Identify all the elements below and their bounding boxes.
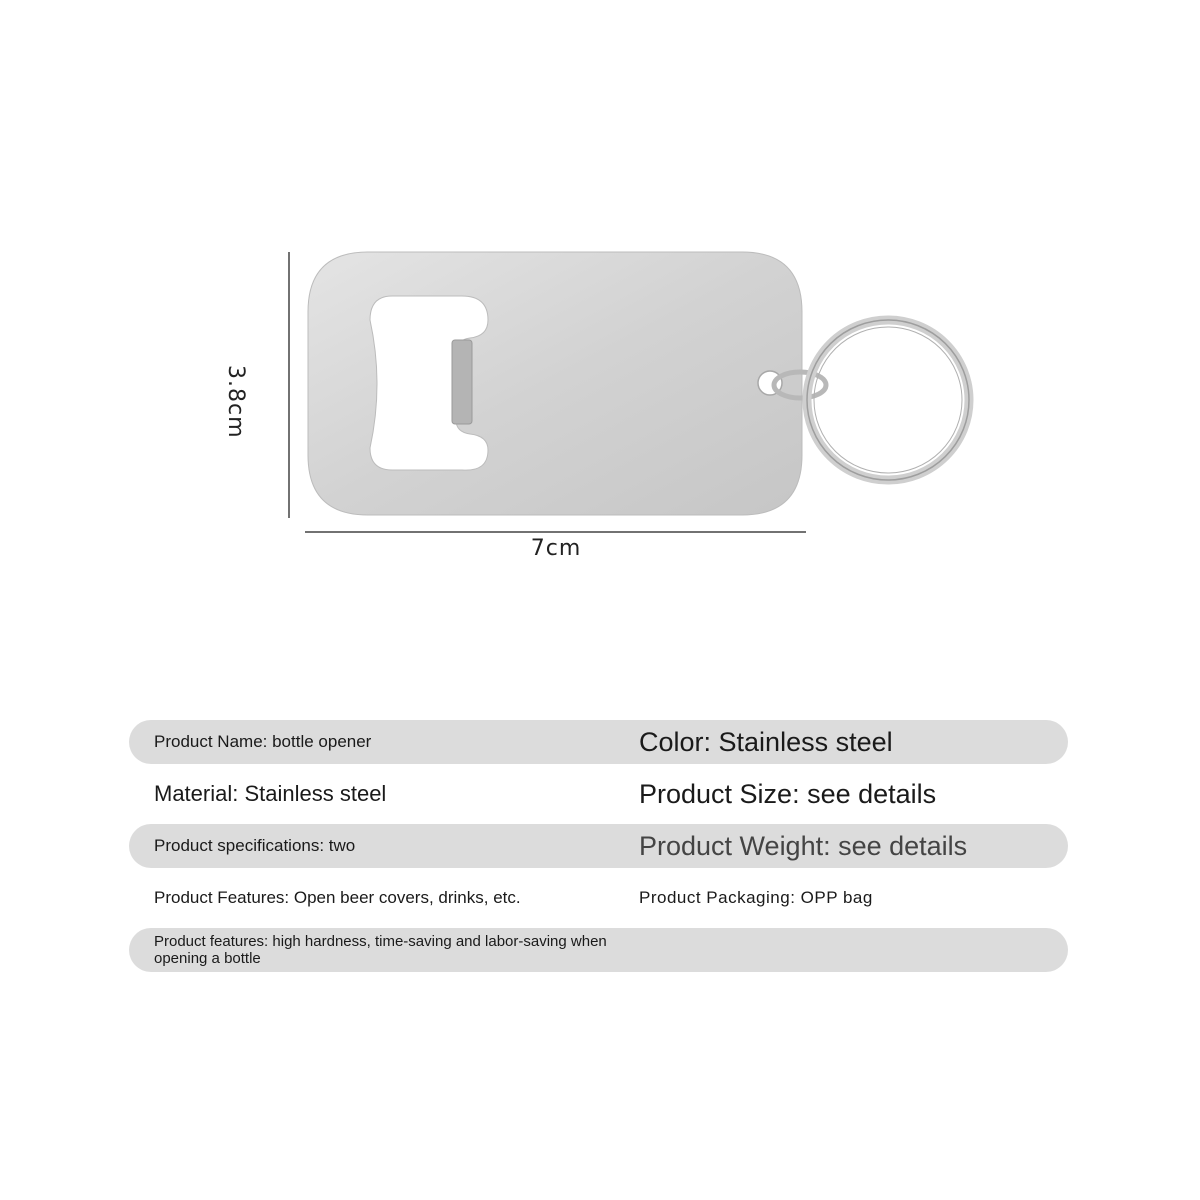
opener-plate-icon (308, 252, 802, 515)
spec-row (129, 824, 1068, 868)
spec-row (129, 720, 1068, 764)
spec-color: Color: Stainless steel (639, 726, 893, 757)
height-dimension-label: 3.8cm (223, 365, 248, 439)
spec-product-features: Product Features: Open beer covers, drinks, etc. (154, 888, 521, 907)
width-dimension-label: 7cm (530, 536, 582, 561)
spec-specifications: Product specifications: two (154, 836, 356, 855)
spec-product-weight: Product Weight: see details (639, 830, 968, 861)
spec-product-name: Product Name: bottle opener (154, 732, 372, 751)
spec-packaging: Product Packaging: OPP bag (639, 888, 873, 907)
key-ring-icon (807, 320, 969, 480)
opener-lip-icon (452, 340, 472, 424)
spec-empty-cell (639, 928, 1059, 972)
spec-row (129, 928, 1068, 972)
spec-row (129, 876, 1068, 920)
spec-table (129, 720, 1068, 980)
spec-product-size: Product Size: see details (639, 778, 937, 809)
spec-row (129, 772, 1068, 816)
spec-material: Material: Stainless steel (154, 781, 387, 806)
spec-product-features-detail: Product features: high hardness, time-saving and labor-saving when opening a bottle (154, 933, 607, 967)
